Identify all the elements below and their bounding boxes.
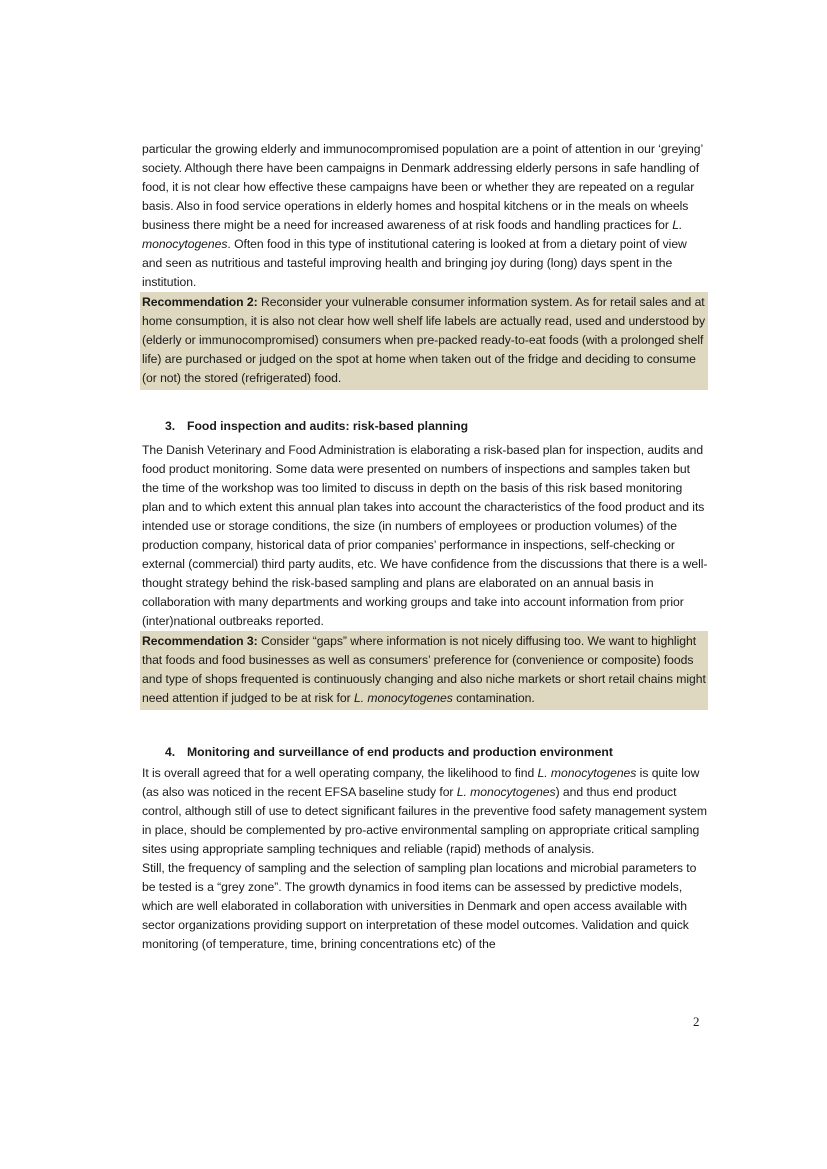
paragraph-text: particular the growing elderly and immunocompromised population are a point of attention in our ‘greying’ society. Although there have been campaigns in Denmark addressing elderly persons in safe handling of food, it is not clear how effective these campaigns have been or whether they are repeated on a regular basis. Also in food service operations in elderly homes and hospital kitchens or in the meals on wheels business there might be a need for increased awareness of at risk foods and handling practices for (142, 142, 703, 232)
species-name: L. monocytogenes (456, 785, 556, 799)
section-title: Monitoring and surveillance of end products and production environment (187, 745, 613, 759)
paragraph-risk-based-plan: The Danish Veterinary and Food Administration is elaborating a risk-based plan for inspection, audits and food product monitoring. Some data were presented on numbers of inspections and samples taken but the time of the workshop was too limited to discuss in depth on the basis of this risk based monitoring plan and to which extent this annual plan takes into account the characteristics of the food product and its intended use or storage conditions, the size (in numbers of employees or production volumes) of the production company, historical data of prior companies’ performance in inspections, self-checking or external (commercial) third party audits, etc. We have confidence from the discussions that there is a well-thought strategy behind the risk-based sampling and plans are elaborated on an annual basis in collaboration with many departments and working groups and take into account information from prior (inter)national outbreaks reported. (142, 443, 708, 628)
recommendation-2-box (140, 292, 708, 390)
paragraph-text: It is overall agreed that for a well operating company, the likelihood to find (142, 766, 538, 780)
section-title: Food inspection and audits: risk-based planning (187, 419, 469, 433)
section-heading-4 (142, 743, 708, 762)
recommendation-label: Recommendation 3: (142, 634, 258, 648)
recommendation-3-text (142, 632, 706, 708)
species-name: L. monocytogenes (537, 766, 637, 780)
paragraph-elderly-population (142, 140, 708, 292)
recommendation-body: Reconsider your vulnerable consumer information system. As for retail sales and at home consumption, it is also not clear how well shelf life labels are actually read, used and understood by (elderly or immunocompromised) consumers when pre-packed ready-to-eat foods (with a prolonged shelf life) are purchased or judged on the spot at home when taken out of the fridge and deciding to consume (or not) the stored (refrigerated) food. (142, 295, 706, 385)
paragraph-text: ) and thus end product control, although still of use to detect significant failures in the preventive food safety management system in place, should be complemented by pro-active environmental sampling on appropriate critical sampling sites using appropriate sampling techniques and reliable (rapid) methods of analysis. (142, 785, 707, 856)
document-body (142, 140, 708, 954)
recommendation-body: contamination. (452, 691, 535, 705)
section-number: 4. (165, 745, 176, 759)
section-number: 3. (165, 419, 176, 433)
paragraph-text: . Often food in this type of institutional catering is looked at from a dietary point of view and seen as nutritious and tasteful improving health and bringing joy during (long) days spent in the institution. (142, 237, 687, 289)
paragraph-sampling-frequency: Still, the frequency of sampling and the selection of sampling plan locations and microbial parameters to be tested is a “grey zone”. The growth dynamics in food items can be assessed by predictive models, which are well elaborated in collaboration with universities in Denmark and open access available with sector organizations providing support on interpretation of these model outcomes. Validation and quick monitoring (of temperature, time, brining concentrations etc) of the (142, 861, 697, 951)
recommendation-2-text (142, 293, 706, 388)
species-name: L. monocytogenes (353, 691, 453, 705)
page-number: 2 (693, 1014, 700, 1029)
recommendation-3-box (140, 631, 708, 710)
recommendation-body: Consider “gaps” where information is not nicely diffusing too. We want to highlight that foods and food businesses as well as consumers’ preference for (convenience or composite) foods and type of shops frequented is continuously changing and also niche markets or short retail chains might need attention if judged to be at risk for (142, 634, 706, 705)
section-heading-3 (142, 417, 708, 436)
recommendation-label: Recommendation 2: (142, 295, 258, 309)
paragraph-monitoring (142, 764, 708, 859)
paragraph-text: is quite low (as also was noticed in the recent EFSA baseline study for (142, 766, 700, 799)
species-name: L. monocytogenes (142, 218, 683, 251)
